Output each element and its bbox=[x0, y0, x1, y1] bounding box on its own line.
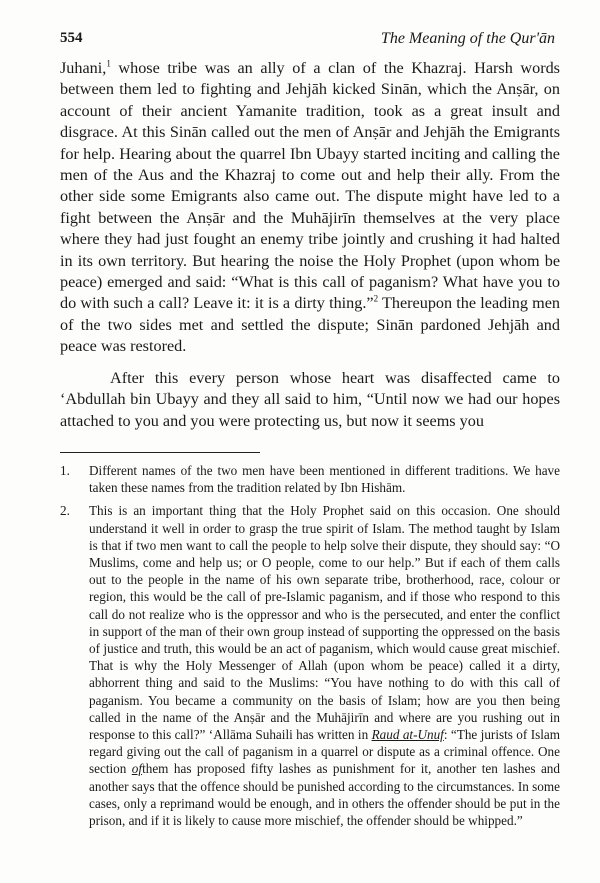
footnote-text-part: them has proposed fifty lashes as punishment for it, another ten lashes and another says that the offence should be punished according to the circumstances. In some cases, only a reprimand would be enough, and in others the offender should be put in the prison, and if it is likely to cause more mischief, the offender should be whipped.” bbox=[89, 761, 560, 829]
paragraph-text: Juhani, bbox=[60, 59, 107, 77]
paragraph: After this every person whose heart was disaffected came to ‘Abdullah bin Ubayy and they all said to him, “Until now we had our hopes attached to you and you were protecting us, but now it seems you bbox=[60, 368, 560, 430]
footnote-ref[interactable]: 1 bbox=[106, 58, 111, 69]
paragraph-text: Thereupon the leading men of the two sides met and settled the dispute; Sinān pardoned Jehjāh and peace was restored. bbox=[60, 294, 560, 356]
page-number: 554 bbox=[60, 30, 83, 46]
footnote-item bbox=[60, 502, 560, 829]
footnote-number: 2. bbox=[60, 503, 70, 519]
emphasis-word: of bbox=[131, 761, 143, 777]
footnote-text: Different names of the two men have been mentioned in different traditions. We have taken these names from the tradition related by Ibn Hishām. bbox=[89, 463, 560, 496]
paragraph-text: whose tribe was an ally of a clan of the Khazraj. Harsh words between them led to fighting and Jehjāh kicked Sinān, which the Anṣār, on account of their ancient Yamanite tradition, took as a great insult and disgrace. At this Sinān called out the men of Anṣār and Jehjāh the Emigrants for help. Hearing about the quarrel Ibn Ubayy started inciting and calling the men of the Aus and the Khazraj to come out and help their ally. From the other side some Emigrants also came out. The dispute might have led to a fight between the Anṣār and the Muhājirīn themselves at the very place where they had just fought an enemy tribe jointly and crushing it had halted in its own territory. But hearing the noise the Holy Prophet (upon whom be peace) emerged and said: “What is this call of paganism? What have you to do with such a call? Leave it: it is a dirty thing.” bbox=[60, 59, 560, 313]
main-text bbox=[60, 58, 560, 432]
footnotes bbox=[60, 462, 560, 835]
source-title: Raud at-Unuf bbox=[371, 727, 444, 743]
running-title: The Meaning of the Qur'ān bbox=[380, 30, 555, 47]
paragraph bbox=[60, 58, 560, 358]
page-header bbox=[60, 30, 555, 52]
footnote-item bbox=[60, 462, 560, 496]
footnote-text-part: : “The jurists of Islam regard giving out the call of paganism in a quarrel or dispute as a criminal offence. One section bbox=[89, 727, 560, 777]
footnote-text bbox=[89, 502, 560, 829]
footnote-ref[interactable]: 2 bbox=[373, 294, 379, 305]
footnote-number: 1. bbox=[60, 463, 70, 478]
footnote-text-part: This is an important thing that the Holy Prophet said on this occasion. One should understand it well in order to grasp the true spirit of Islam. The method taught by Islam is that if two men want to call the people to help solve their dispute, they should say: “O Muslims, come and help us; or O people, come to our help.” But if each of them calls out to the people in the name of his own separate tribe, brotherhood, race, colour or region, this would be the call of pre-Islamic paganism, and if those who respond to this call do not realize who is the oppressor and who is the persecuted, and enter the conflict in support of the man of their own group instead of supporting the oppressed on the basis of justice and truth, this would be an act of paganism, which would cause great mischief. That is why the Holy Messenger of Allah (upon whom be peace) called it a dirty, abhorrent thing and said to the Muslims: “You have nothing to do with this call of paganism. You became a community on the basis of Islam; how are you then being called in the name of the Anṣār and the Muhājirīn and where are you rushing out in response to this call?” ‘Allāma Suhaili has written in bbox=[89, 503, 560, 743]
footnote-divider bbox=[60, 452, 260, 453]
